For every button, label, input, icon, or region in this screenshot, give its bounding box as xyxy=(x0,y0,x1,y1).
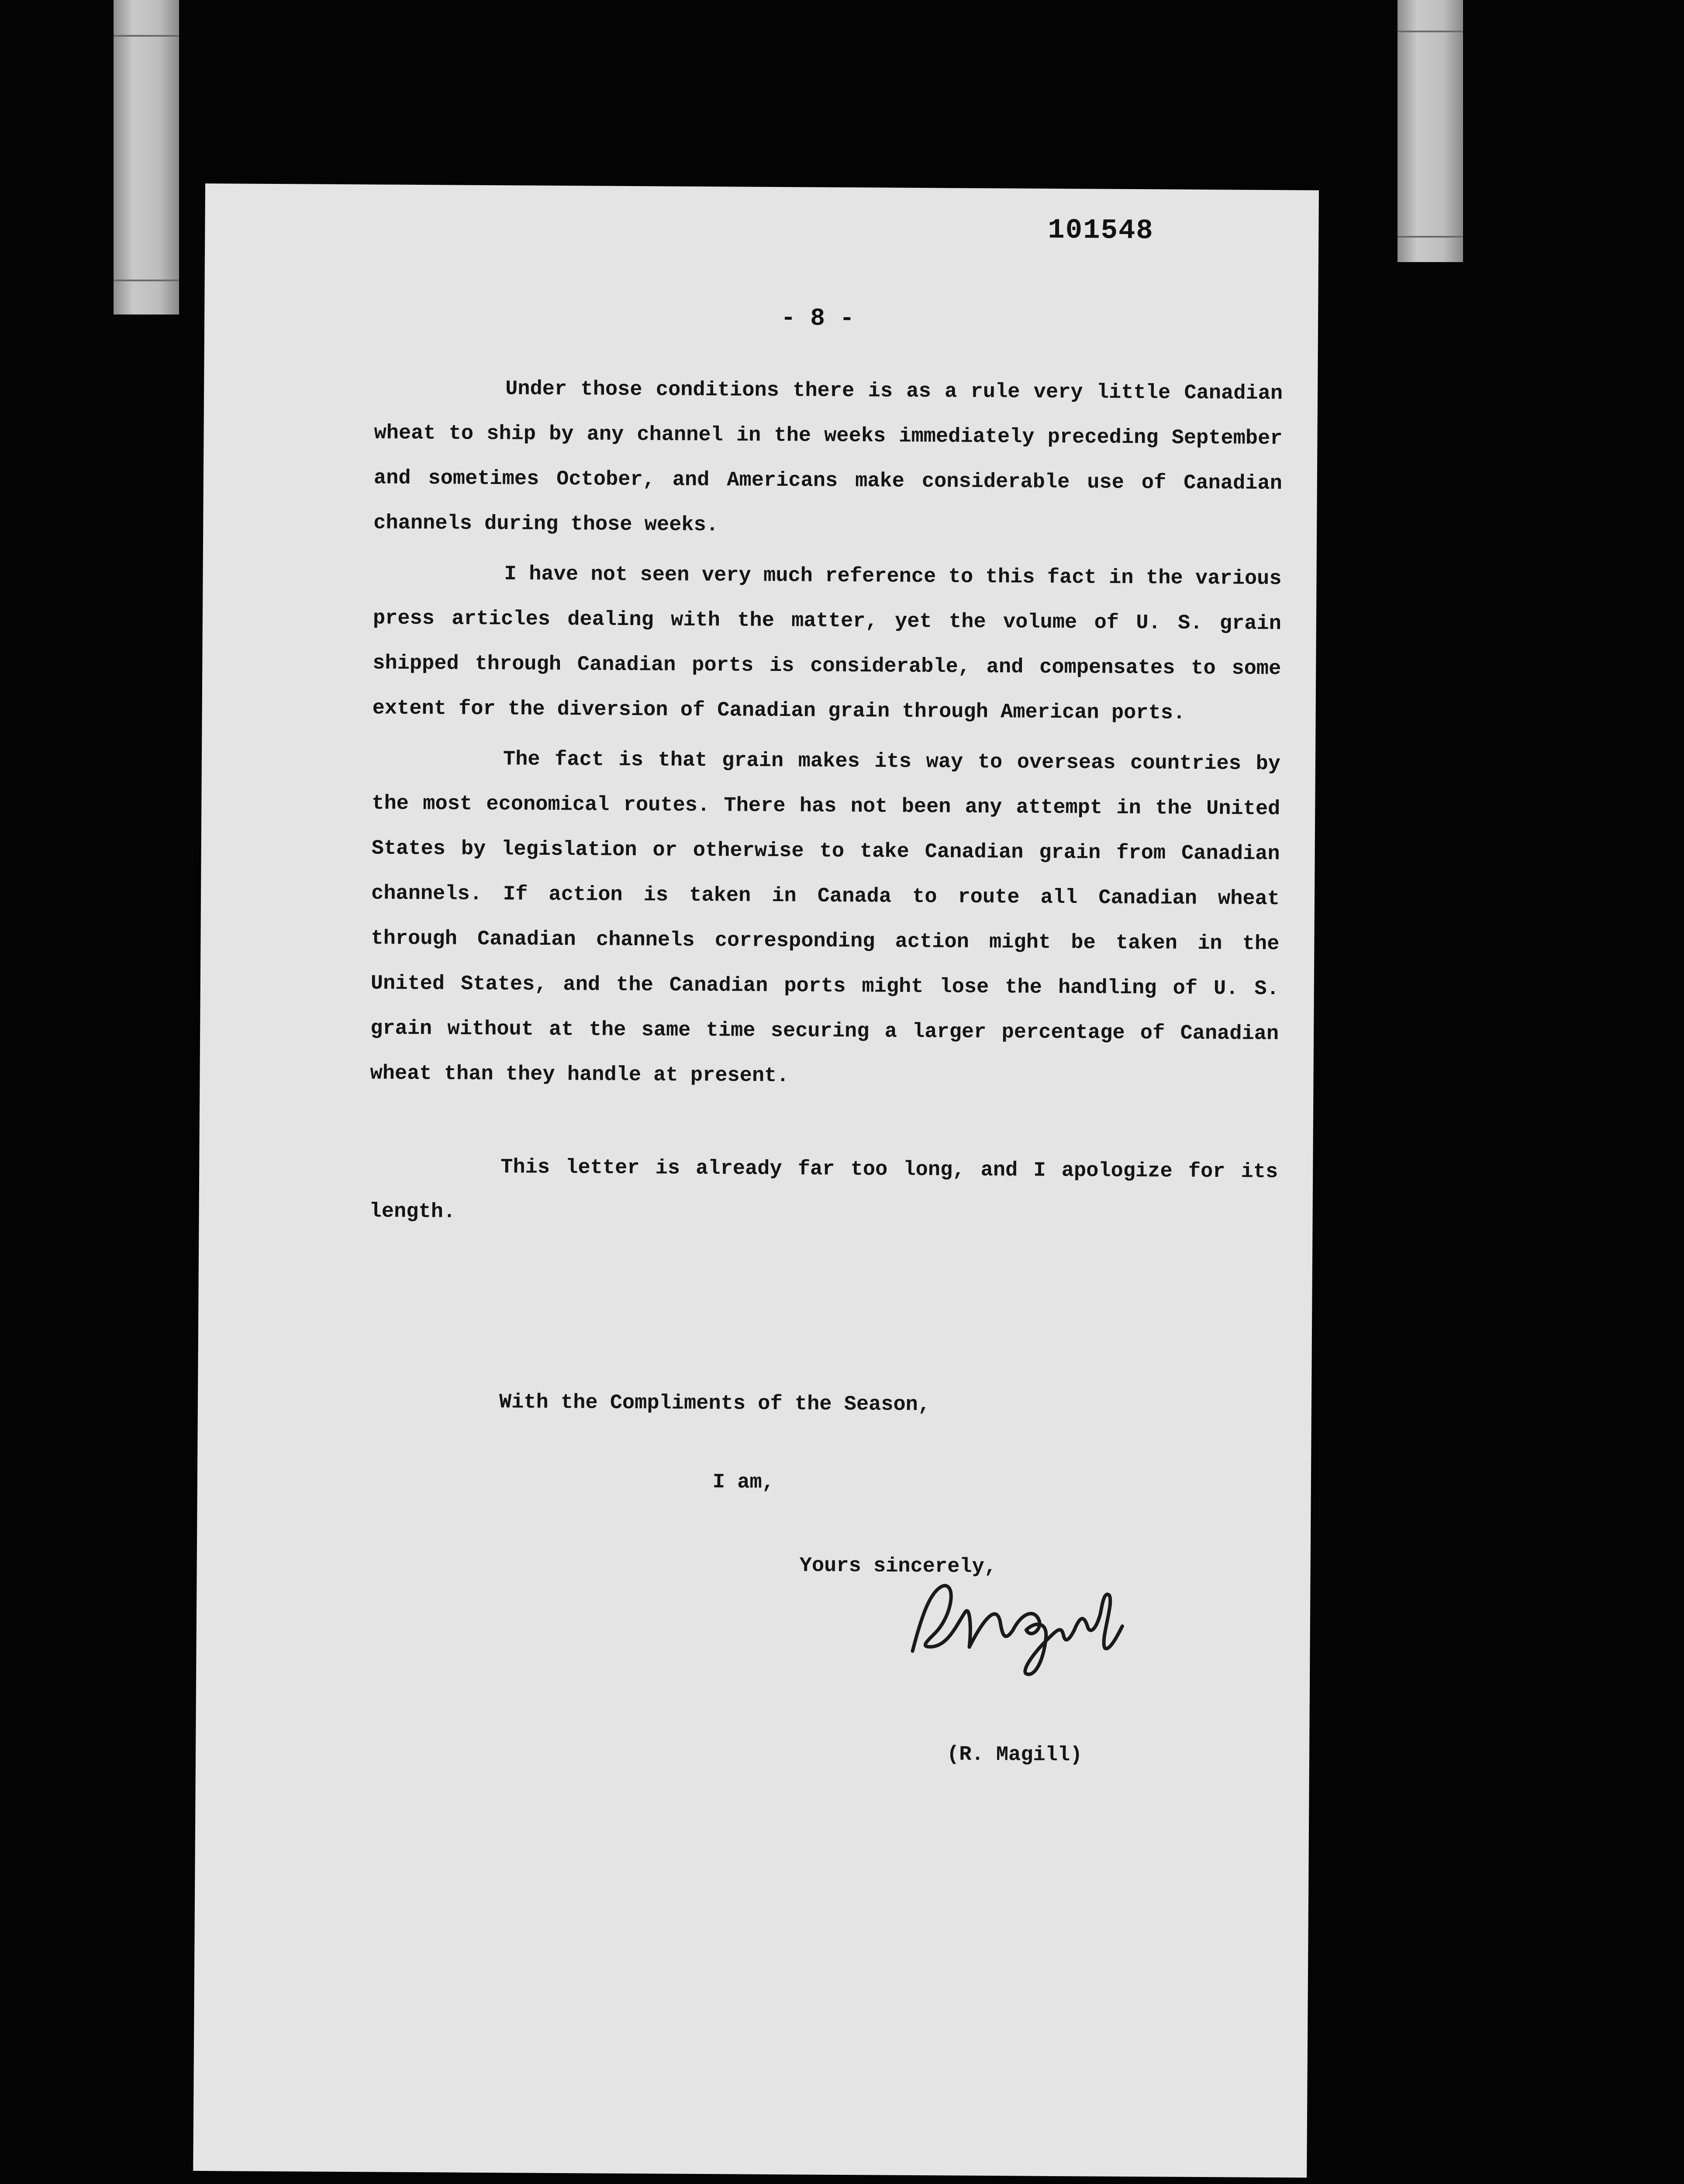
mounting-tape-left xyxy=(114,0,179,314)
valediction: Yours sincerely, xyxy=(799,1554,997,1579)
letter-body xyxy=(369,366,1283,1245)
compliments-line: With the Compliments of the Season, xyxy=(499,1391,931,1417)
signer-name: (R. Magill) xyxy=(946,1743,1083,1767)
letter-page xyxy=(193,183,1319,2177)
handwritten-signature xyxy=(895,1564,1140,1696)
paragraph-2: I have not seen very much reference to this fact in the various press articles dealing with the matter, yet the volume of U. S. grain shipped through Canadian ports is considerable, and compensates to some extent for the diversion of Canadian grain through American ports. xyxy=(372,563,1282,725)
document-number: 101548 xyxy=(1048,214,1154,247)
signature-svg xyxy=(895,1564,1140,1696)
page-number: - 8 - xyxy=(780,304,855,333)
paragraph-1: Under those conditions there is as a rule very little Canadian wheat to ship by any channel in the weeks immediately preceding September and sometimes October, and Americans make considerable use of Canadian channels during those weeks. xyxy=(373,377,1283,537)
i-am-line: I am, xyxy=(712,1471,775,1495)
mounting-tape-right xyxy=(1398,0,1463,262)
paragraph-4: This letter is already far too long, and I apologize for its length. xyxy=(369,1156,1278,1224)
paragraph-3: The fact is that grain makes its way to overseas countries by the most economical routes. There has not been any attempt in the United States by legislation or otherwise to take Canadian grain from Canadian channels. If action is taken in Canada to route all Canadian wheat through Canadian channels corresponding action might be taken in the United States, and the Canadian ports might lose the handling of U. S. grain without at the same time securing a larger percentage of Canadian wheat than they handle at present. xyxy=(370,748,1281,1088)
